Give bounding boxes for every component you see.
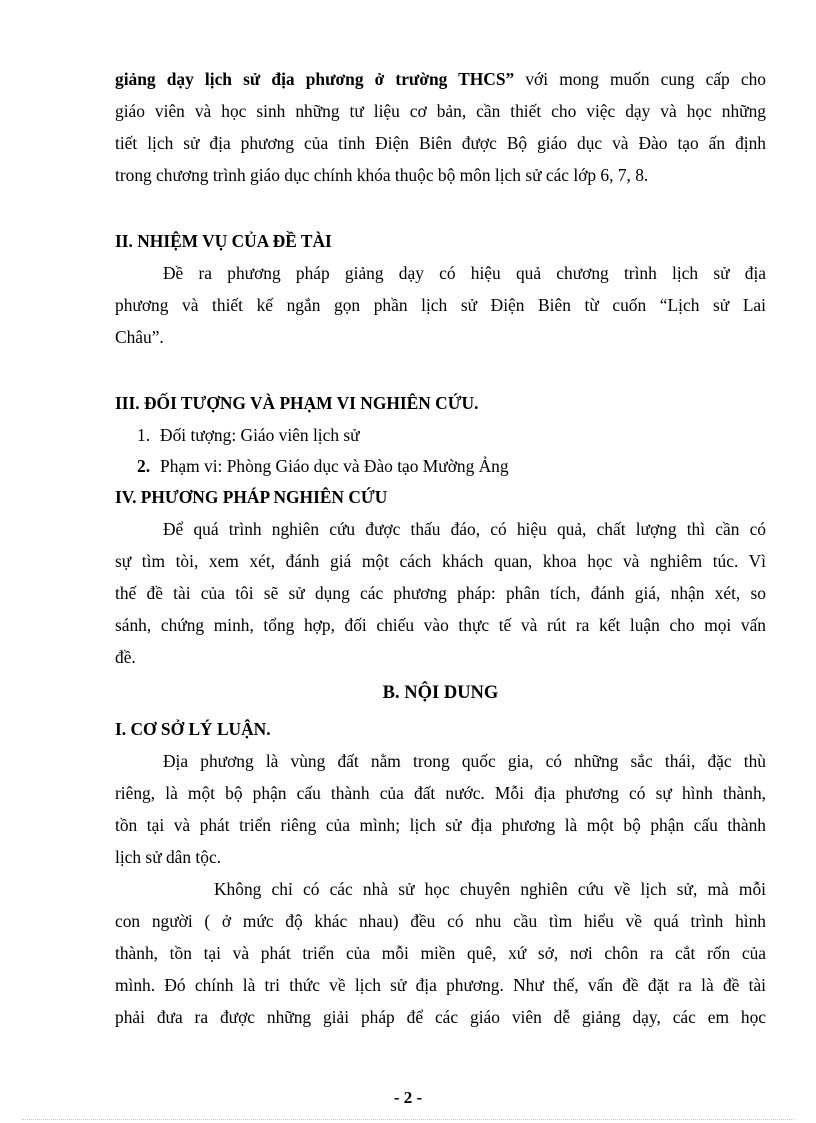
section-2-line-3: Châu”. (115, 327, 164, 347)
section-4-line-2: sự tìm tòi, xem xét, đánh giá một cách khách quan, khoa học và nghiêm túc. Vì (115, 551, 766, 571)
part-b-heading: B. NỘI DUNG (382, 683, 499, 703)
intro-line-1 (115, 67, 766, 91)
section-4-heading: IV. PHƯƠNG PHÁP NGHIÊN CỨU (115, 487, 388, 507)
section-2-line-1: Đề ra phương pháp giảng dạy có hiệu quả chương trình lịch sử địa (163, 263, 766, 283)
section-4-line-4: sánh, chứng minh, tổng hợp, đối chiếu vào thực tế và rút ra kết luận cho mọi vấn (115, 615, 766, 635)
intro-line-1-rest: với mong muốn cung cấp cho (514, 69, 766, 89)
b1-para1-line-2: riêng, là một bộ phận cấu thành của đất nước. Mỗi địa phương có sự hình thành, (115, 783, 766, 803)
intro-line-2: giáo viên và học sinh những tư liệu cơ bản, cần thiết cho việc dạy và học những (115, 101, 766, 121)
b1-para2-line-2: con người ( ở mức độ khác nhau) đều có nhu cầu tìm hiểu về quá trình hình (115, 911, 766, 931)
section-4-line-1: Để quá trình nghiên cứu được thấu đáo, có hiệu quả, chất lượng thì cần có (163, 519, 766, 539)
b1-para2-line-4: mình. Đó chính là tri thức về lịch sử địa phương. Như thế, vấn đề đặt ra là đề tài (115, 975, 766, 995)
list-item (137, 423, 766, 447)
list-item-text: Phạm vi: Phòng Giáo dục và Đào tạo Mường Ảng (160, 456, 509, 476)
b1-para2-line-5: phải đưa ra được những giải pháp để các giáo viên dễ giảng dạy, các em học (115, 1007, 766, 1027)
b1-para1-line-3: tồn tại và phát triển riêng của mình; lịch sử địa phương là một bộ phận cấu thành (115, 815, 766, 835)
page-number: - 2 - (393, 1088, 423, 1107)
list-item-number: 1. (137, 425, 151, 445)
intro-bold-title: giảng dạy lịch sử địa phương ở trường THCS” (115, 69, 515, 89)
b1-para1-line-1: Địa phương là vùng đất nằm trong quốc gia, có những sắc thái, đặc thù (163, 751, 766, 771)
b1-para1-line-4: lịch sử dân tộc. (115, 847, 222, 867)
section-4-line-5: đề. (115, 647, 136, 667)
intro-line-3: tiết lịch sử địa phương của tỉnh Điện Biên được Bộ giáo dục và Đào tạo ấn định (115, 133, 766, 153)
section-b1-heading: I. CƠ SỞ LÝ LUẬN. (115, 719, 271, 739)
section-4-line-3: thế đề tài của tôi sẽ sử dụng các phương pháp: phân tích, đánh giá, nhận xét, so (115, 583, 766, 603)
footer-divider (22, 1119, 794, 1120)
b1-para2-line-1: Không chỉ có các nhà sử học chuyên nghiên cứu về lịch sử, mà mỗi (214, 879, 766, 899)
list-item-number: 2. (137, 456, 151, 476)
intro-line-4: trong chương trình giáo dục chính khóa thuộc bộ môn lịch sử các lớp 6, 7, 8. (115, 165, 649, 185)
list-item (137, 454, 766, 478)
section-3-heading: III. ĐỐI TƯỢNG VÀ PHẠM VI NGHIÊN CỨU. (115, 393, 479, 413)
section-2-heading: II. NHIỆM VỤ CỦA ĐỀ TÀI (115, 231, 332, 251)
section-2-line-2: phương và thiết kế ngắn gọn phần lịch sử Điện Biên từ cuốn “Lịch sử Lai (115, 295, 766, 315)
list-item-text: Đối tượng: Giáo viên lịch sử (160, 425, 360, 445)
b1-para2-line-3: thành, tồn tại và phát triển của mỗi miền quê, xứ sở, nơi chôn ra cắt rốn của (115, 943, 766, 963)
